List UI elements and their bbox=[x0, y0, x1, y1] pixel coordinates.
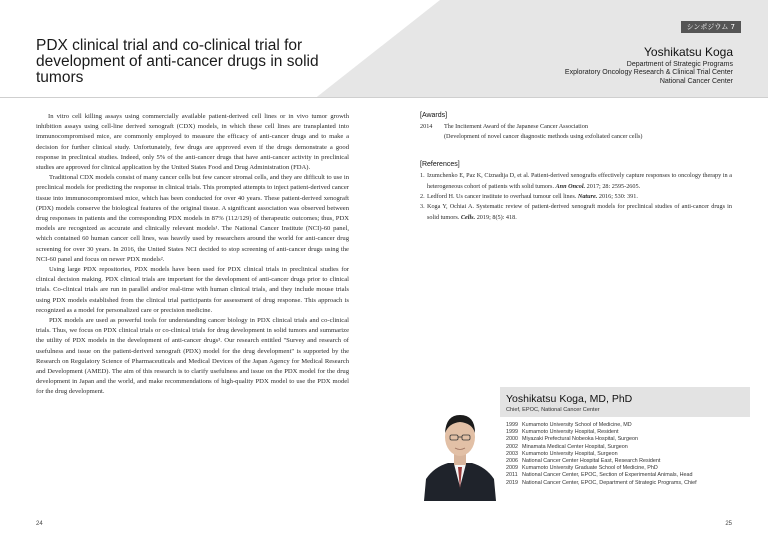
references-list bbox=[420, 171, 732, 223]
bio-history-item bbox=[506, 465, 746, 472]
bio-entry: National Cancer Center, EPOC, Department of Strategic Programs, Chief bbox=[522, 479, 697, 486]
bio-year: 2011 bbox=[506, 472, 518, 479]
reference-number: 3. bbox=[420, 203, 425, 211]
bio-history-item bbox=[506, 480, 746, 487]
body-text bbox=[36, 112, 349, 398]
bio-history-item bbox=[506, 458, 746, 465]
body-paragraph: PDX models are used as powerful tools for understanding cancer biology in PDX clinical trials and co-clinical trials. Thus, we focus on PDX clinical trials or co-clinical trials for drug development in solid tumors and summarize the utility of PDX models in the development of anti-cancer drugs³. Our research entitled "Survey and research of usefulness and issue on the patient-derived xenograft (PDX) model for the drug development" is supported by the Research on Regulatory Science of Pharmaceuticals and Medical Devices of the Japan Agency for Medical Research and Development (AMED). The aim of this research is to clarify usefulness and issue on the PDX model for the drug development in Japan and the world, and make recommendations of high-quality PDX model to use the PDX model for the drug development. bbox=[36, 317, 349, 396]
bio-year: 2002 bbox=[506, 443, 518, 450]
bio-history-item bbox=[506, 429, 746, 436]
affiliation-line: National Cancer Center bbox=[659, 77, 733, 85]
paper-title: PDX clinical trial and co-clinical trial for development of anti-cancer drugs in solid tumors bbox=[36, 37, 319, 86]
award-year: 2014 bbox=[420, 123, 433, 130]
bio-year: 2019 bbox=[506, 479, 518, 486]
bio-entry: Kumamoto University Hospital, Resident bbox=[522, 429, 619, 436]
reference-journal: Cells. bbox=[460, 213, 476, 221]
reference-item bbox=[420, 171, 732, 192]
bio-history-item bbox=[506, 472, 746, 479]
bio-history-item bbox=[506, 451, 746, 458]
award-item bbox=[420, 122, 732, 132]
bio-year: 1999 bbox=[506, 422, 518, 428]
header-divider bbox=[0, 97, 768, 98]
reference-item bbox=[420, 202, 732, 223]
bio-name: Yoshikatsu Koga, MD, PhD bbox=[506, 393, 633, 405]
sidebar-column bbox=[420, 112, 732, 223]
symposium-tag: シンポジウム 7 bbox=[681, 21, 741, 33]
body-paragraph: Using large PDX repositories, PDX models have been used for PDX clinical trials in preclinical studies for clinical decision making. PDX clinical trials are important for the development of anti-cancer drugs prior to clinical trials. Co-clinical trials are run in parallel and/or real-time with human clinical trials, and they include mouse trials using PDX models established from the clinical trial participants for assessment of drug response. This approach is recognized as a model for personalized care or precision medicine. bbox=[36, 266, 349, 314]
bio-history-item bbox=[506, 444, 746, 451]
reference-journal: Nature. bbox=[577, 193, 598, 200]
reference-text: Izumchenko E, Paz K, Ciznadija D, et al. Patient-derived xenografts effectively capture responses to oncology therapy in a heterogeneous cohort of patients with solid tumors. Ann Oncol. 2017; 28: 2595-2605. bbox=[427, 172, 732, 190]
bio-entry: Minamata Medical Center Hospital, Surgeon bbox=[522, 443, 628, 450]
bio-entry: Kumamoto University Graduate School of Medicine, PhD bbox=[522, 465, 658, 472]
awards-heading: [Awards] bbox=[420, 112, 448, 119]
page-number-right: 25 bbox=[725, 521, 732, 527]
references-heading: [References] bbox=[420, 161, 460, 169]
page-number-left: 24 bbox=[36, 521, 43, 527]
reference-number: 2. bbox=[420, 193, 425, 200]
author-affiliation bbox=[565, 61, 733, 86]
reference-text: Koga Y, Ochiai A. Systematic review of patient-derived xenograft models for preclinical studies of anti-cancer drugs in solid tumors. Cells. 2019; 8(5): 418. bbox=[427, 203, 732, 221]
bio-entry: Miyazaki Prefectural Nobeoka Hospital, Surgeon bbox=[522, 436, 638, 443]
reference-journal: Ann Oncol. bbox=[555, 182, 586, 190]
author-name: Yoshikatsu Koga bbox=[644, 45, 733, 59]
bio-history-item bbox=[506, 436, 746, 443]
award-detail: (Development of novel cancer diagnostic methods using exfoliated cancer cells) bbox=[444, 132, 643, 140]
bio-entry: Kumamoto University Hospital, Surgeon bbox=[522, 450, 618, 457]
bio-position: Chief, EPOC, National Cancer Center bbox=[506, 407, 600, 413]
bio-entry: Kumamoto University School of Medicine, MD bbox=[522, 422, 632, 428]
bio-history-item bbox=[506, 422, 746, 429]
bio-entry: National Cancer Center Hospital East, Research Resident bbox=[522, 458, 661, 465]
bio-year: 2009 bbox=[506, 465, 518, 472]
author-photo bbox=[420, 387, 500, 501]
author-portrait-icon bbox=[420, 387, 500, 501]
reference-number: 1. bbox=[420, 172, 425, 180]
author-bio bbox=[420, 387, 750, 501]
bio-history bbox=[506, 422, 746, 487]
body-paragraph: In vitro cell killing assays using commercially available patient-derived cell lines or in vivo tumor growth inhibition assays using cell-line derived xenograft (CDX) models, in which these cell lines are transplanted into immunocompromised mice, are commonly employed to measure the efficacy of anti-cancer drugs and to make a decision for further clinical study. Unfortunately, few drugs are approved even if the drugs demonstrate a good response in preclinical studies. Indeed, only 5% of the anti-cancer drugs that have anti-cancer activity in preclinical studies are approved for clinical application by the United States Food and Drug Administration (FDA). bbox=[36, 113, 349, 172]
bio-year: 2003 bbox=[506, 450, 518, 457]
affiliation-line: Department of Strategic Programs bbox=[626, 61, 733, 68]
affiliation-line: Exploratory Oncology Research & Clinical Trial Center bbox=[564, 69, 733, 77]
body-paragraph: Traditional CDX models consist of many cancer cells but few cancer stromal cells, and they are difficult to use in preclinical models for predicting the response in clinical trials. This prompted attempts to inject patient-derived cancer tissue into immunocompromised mice, which has been conducted for over 40 years. These patient-derived xenograft (PDX) models conserve the biological features of the original tissue. A significant association was observed between drug responses in patients and the corresponding PDX models in 87% (112/129) of therapeutic outcomes; thus, PDX models are recognized as accurate and clinically relevant models¹. The National Cancer Institute (NCI)-60 panel, which contained 60 human cancer cell lines, was heavily used by researchers around the world for anti-cancer drug screening for over 30 years. In 2016, the United States NCI decided to stop screening of anti-cancer drugs using the NCI-60 panel and focus on newer PDX models². bbox=[36, 174, 349, 263]
reference-text: Ledford H. Us cancer institute to overhaul tumour cell lines. Nature. 2016; 530: 391. bbox=[427, 193, 638, 200]
reference-item bbox=[420, 192, 732, 202]
bio-year: 2000 bbox=[506, 436, 518, 443]
bio-year: 2006 bbox=[506, 458, 518, 465]
bio-year: 1999 bbox=[506, 429, 518, 436]
award-text: The Incitement Award of the Japanese Cancer Association bbox=[444, 123, 588, 130]
bio-entry: National Cancer Center, EPOC, Section of Experimental Animals, Head bbox=[522, 472, 693, 479]
